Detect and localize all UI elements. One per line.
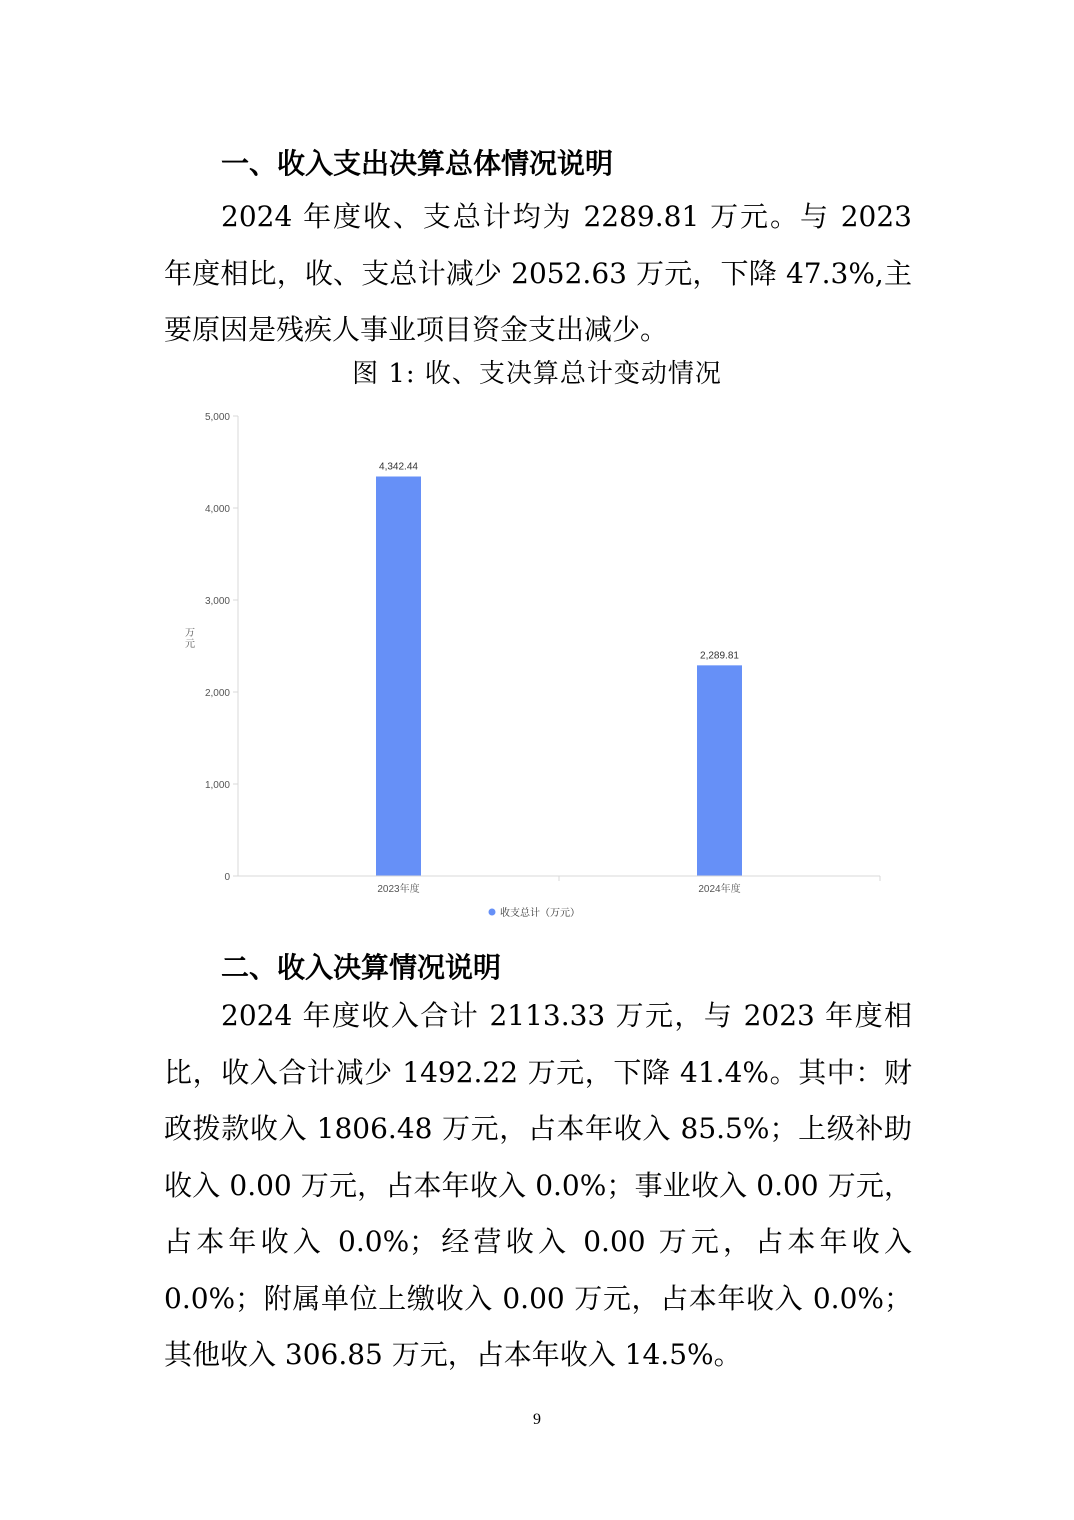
bar-value-label: 4,342.44: [379, 461, 418, 473]
bar-chart: [170, 400, 890, 930]
section1-paragraph: [164, 189, 912, 359]
figure1-caption: 图 1: 收、支决算总计变动情况: [352, 359, 722, 389]
y-tick-label: 2,000: [204, 688, 230, 699]
y-axis-title: 元: [185, 639, 195, 650]
y-tick-label: 5,000: [204, 412, 230, 423]
y-axis-title: 万: [185, 628, 195, 639]
bar: [376, 476, 421, 876]
bar-value-label: 2,289.81: [700, 650, 739, 662]
x-tick-label: 2024年度: [698, 884, 741, 895]
x-axis: [238, 876, 880, 895]
bars: [376, 461, 742, 876]
section1-heading: 一、收入支出决算总体情况说明: [221, 147, 614, 180]
y-tick-label: 0: [224, 872, 230, 883]
legend-marker: [489, 909, 496, 916]
legend: [489, 906, 581, 919]
section1-text: 2024 年度收、支总计均为 2289.81 万元。与 2023 年度相比，收、支总计减少 2052.63 万元，下降 47.3%,主要原因是残疾人事业项目资金支出减少。: [164, 200, 912, 346]
x-tick-label: 2023年度: [377, 884, 420, 895]
y-axis: [185, 412, 238, 883]
bar: [697, 665, 742, 876]
y-tick-label: 4,000: [204, 504, 230, 515]
page-number: 9: [533, 1411, 541, 1428]
legend-label: 收支总计（万元）: [500, 908, 580, 919]
section2-heading: 二、收入决算情况说明: [221, 951, 502, 984]
section2-text: 2024 年度收入合计 2113.33 万元，与 2023 年度相比，收入合计减少 1492.22 万元，下降 41.4%。其中：财政拨款收入 1806.48 万元，占本年收入 85.5%；上级补助收入 0.00 万元，占本年收入 0.0%；事业收入 0.00 万元，占本年收入 0.0%；经营收入 0.00 万元，占本年收入 0.0%；附属单位上缴收入 0.00 万元，占本年收入 0.0%；其他收入 306.85 万元，占本年收入 14.5%。: [164, 999, 912, 1371]
y-tick-label: 3,000: [204, 596, 230, 607]
y-tick-label: 1,000: [204, 780, 230, 791]
section2-paragraph: [164, 988, 912, 1384]
